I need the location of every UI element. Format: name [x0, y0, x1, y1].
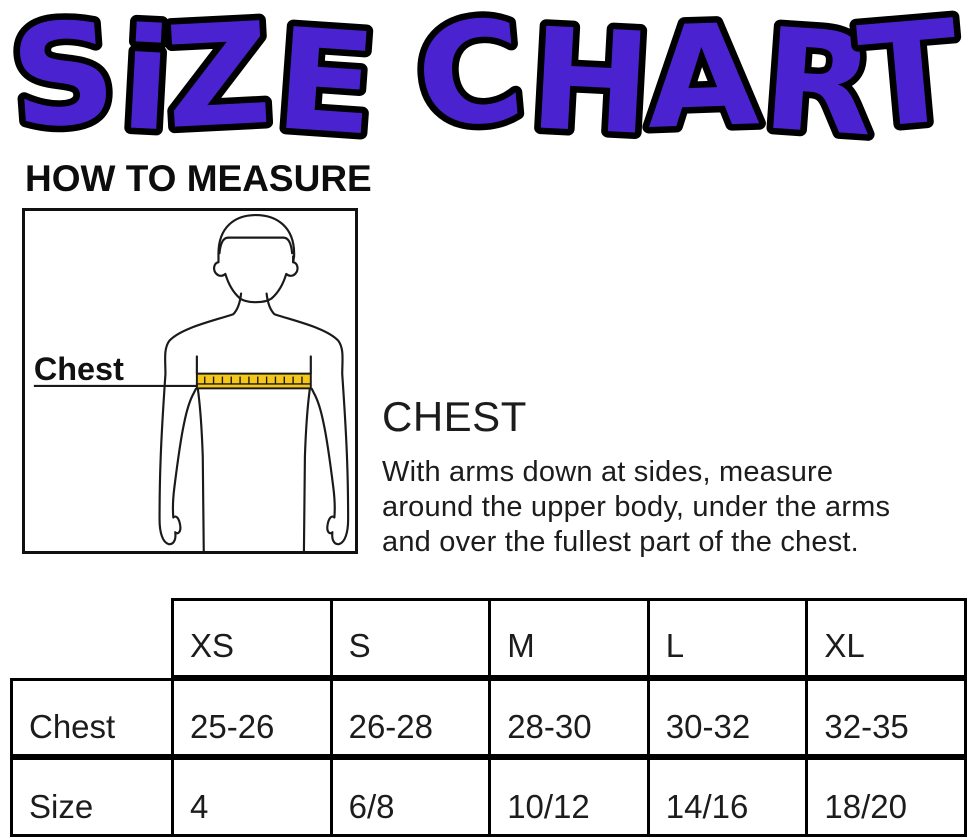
size-column-header-s: S: [330, 601, 489, 675]
chest-value-s: 26-28: [330, 681, 489, 754]
size-column-header-xl: XL: [805, 601, 964, 675]
title-graphic: [0, 0, 978, 158]
torso-figure-illustration: [25, 211, 355, 551]
page-title-banner: [0, 0, 978, 158]
chest-section-heading: CHEST: [382, 393, 527, 440]
size-value-m: 10/12: [488, 760, 647, 834]
chest-value-xl: 32-35: [805, 681, 964, 754]
size-column-header-l: L: [647, 601, 806, 675]
figure-left-torso-side: [198, 389, 204, 551]
tape-measure-graphic: [197, 374, 311, 389]
chest-diagram-label: Chest: [33, 351, 124, 388]
size-column-header-m: M: [488, 601, 647, 675]
size-value-xs: 4: [171, 760, 330, 834]
size-value-l: 14/16: [647, 760, 806, 834]
size-table-header-row: [171, 598, 967, 678]
chest-value-l: 30-32: [647, 681, 806, 754]
row-label-size: Size: [29, 788, 94, 825]
how-to-measure-heading: HOW TO MEASURE: [25, 158, 372, 199]
chest-instructions-section: [382, 393, 972, 560]
description-line-2: around the upper body, under the arms: [382, 491, 891, 523]
description-line-1: With arms down at sides, measure: [382, 456, 834, 488]
figure-hair-fringe: [219, 238, 292, 254]
chest-value-xs: 25-26: [171, 681, 330, 754]
description-line-3: and over the fullest part of the chest.: [382, 526, 859, 558]
row-label-chest: Chest: [29, 708, 116, 745]
page-title: SiZE CHART: [6, 0, 963, 158]
size-column-header-xs: XS: [190, 627, 235, 664]
size-value-xl: 18/20: [805, 760, 964, 834]
table-row-chest: [10, 678, 967, 757]
chest-section-description: [382, 455, 972, 560]
measurement-diagram-box: [22, 208, 358, 554]
figure-face-outline: [214, 256, 297, 302]
size-value-s: 6/8: [330, 760, 489, 834]
figure-right-torso-side: [304, 389, 310, 551]
chest-value-m: 28-30: [488, 681, 647, 754]
table-row-size: [10, 757, 967, 837]
